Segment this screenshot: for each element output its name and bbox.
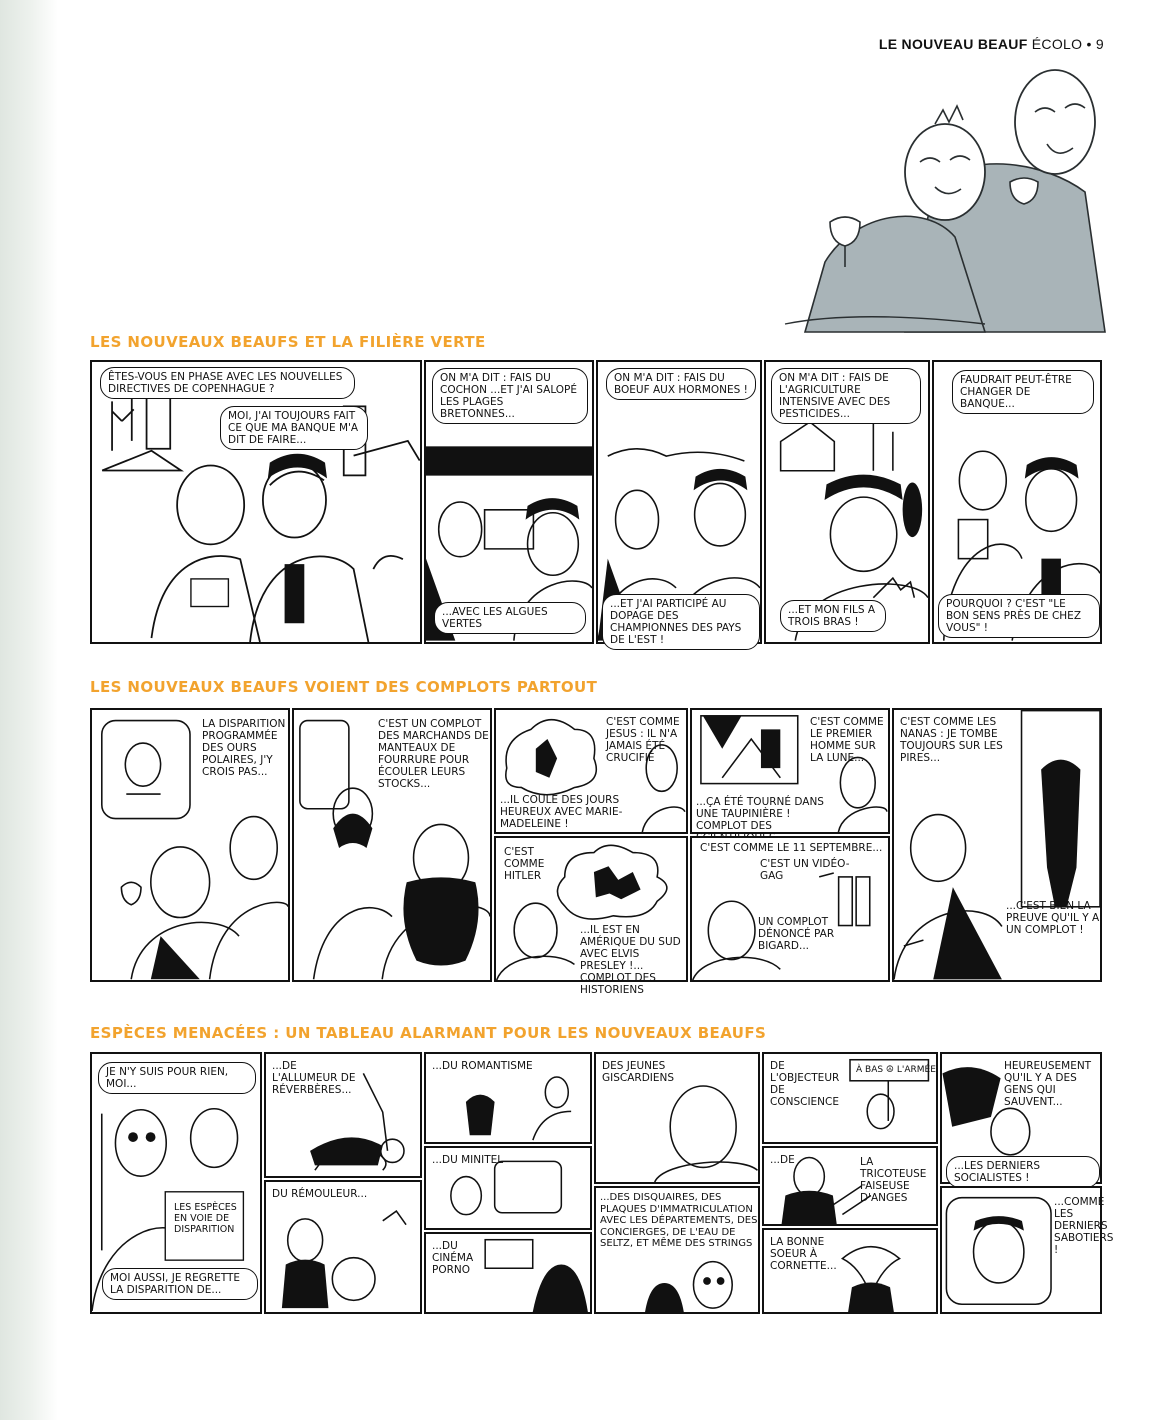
strip-2-panel-5 — [892, 708, 1102, 982]
caption-text: DES JEUNES GISCARDIENS — [602, 1060, 675, 1084]
caption-text: C'EST UN VIDÉO-GAG — [760, 858, 850, 882]
speech-bubble: ...LES DERNIERS SOCIALISTES ! — [946, 1156, 1100, 1188]
speech-bubble: ÊTES-VOUS EN PHASE AVEC LES NOUVELLES DIRECTIVES DE COPENHAGUE ? — [100, 367, 355, 399]
strip-3-panel-13 — [940, 1186, 1114, 1314]
speech-bubble: MOI, J'AI TOUJOURS FAIT CE QUE MA BANQUE M'A DIT DE FAIRE... — [220, 406, 368, 450]
caption-text: C'EST COMME LE 11 SEPTEMBRE... — [700, 842, 883, 854]
running-head-title: LE NOUVEAU BEAUF — [878, 36, 1028, 52]
strip-2-panel-1 — [90, 708, 290, 982]
header-illustration — [785, 62, 1105, 332]
caption-text: UN COMPLOT DÉNONCÉ PAR BIGARD... — [758, 916, 835, 952]
page-number: 9 — [1095, 36, 1104, 52]
strip-3-panel-8 — [594, 1186, 760, 1314]
speech-bubble: ...AVEC LES ALGUES VERTES — [434, 602, 586, 634]
caption-text: ...COMME LES DERNIERS SABOTIERS ! — [1054, 1196, 1114, 1256]
caption-text: HEUREUSEMENT QU'IL Y A DES GENS QUI SAUVENT... — [1004, 1060, 1092, 1108]
knife-grinder-drawing — [266, 1182, 420, 1312]
strip-3-panel-10 — [762, 1146, 938, 1226]
caption-text: C'EST COMME HITLER — [504, 846, 545, 882]
speech-bubble: FAUDRAIT PEUT-ÊTRE CHANGER DE BANQUE... — [952, 370, 1094, 414]
speech-bubble: ON M'A DIT : FAIS DE L'AGRICULTURE INTENSIVE AVEC DES PESTICIDES... — [771, 368, 921, 424]
protest-sign-text: À BAS ☮ L'ARMÉE — [856, 1065, 936, 1075]
strip-3-title: ESPÈCES MENACÉES : UN TABLEAU ALARMANT POUR LES NOUVEAUX BEAUFS — [90, 1024, 767, 1042]
caption-text: ...DU MINITEL — [432, 1154, 504, 1166]
strip-3-panel-5 — [424, 1146, 592, 1230]
caption-text: C'EST COMME LE PREMIER HOMME SUR LA LUNE... — [810, 716, 884, 764]
farmer-and-banker-drawing — [92, 362, 420, 642]
speech-bubble: JE N'Y SUIS POUR RIEN, MOI... — [98, 1062, 256, 1094]
caption-text: DE L'OBJECTEUR DE CONSCIENCE — [770, 1060, 840, 1108]
speech-bubble: POURQUOI ? C'EST "LE BON SENS PRÈS DE CHEZ VOUS" ! — [938, 594, 1100, 638]
strip-3-panel-9 — [762, 1052, 938, 1144]
strip-3-panel-7 — [594, 1052, 760, 1184]
caption-text: ...ÇA ÉTÉ TOURNÉ DANS UNE TAUPINIÈRE ! COMPLOT DES — [696, 796, 824, 832]
running-head-bullet: • — [1086, 36, 1092, 52]
strip-2-panel-3 — [494, 708, 688, 834]
strip-2 — [90, 708, 1102, 996]
caption-text: DU RÉMOULEUR... — [272, 1188, 368, 1200]
caption-text: ...DE L'ALLUMEUR DE RÉVERBÈRES... — [272, 1060, 356, 1096]
speech-bubble: ...ET J'AI PARTICIPÉ AU DOPAGE DES CHAMPIONNES DES PAYS DE L'EST ! — [602, 594, 760, 650]
caption-text: ...DU CINÉMA PORNO — [432, 1240, 474, 1276]
caption-text: LA DISPARITION PROGRAMMÉE DES OURS POLAIRES, J'Y CROIS PAS... — [202, 718, 286, 778]
strip-2-title: LES NOUVEAUX BEAUFS VOIENT DES COMPLOTS PARTOUT — [90, 678, 598, 696]
strip-3-panel-2 — [264, 1052, 422, 1178]
caption-text: ...DU ROMANTISME — [432, 1060, 533, 1072]
speech-bubble: ...ET MON FILS A TROIS BRAS ! — [780, 600, 886, 632]
caption-text: ...DES DISQUAIRES, DES PLAQUES D'IMMATRICULATION AVEC LES DÉPARTEMENTS, DES CONCIERGES, DE L'EAU DE SELTZ, ET MÊME DES STRINGS — [600, 1192, 758, 1249]
strip-3-panel-1 — [90, 1052, 262, 1314]
strip-1-panel-4 — [764, 360, 930, 644]
running-head — [879, 36, 1104, 52]
strip-2-panel-7 — [690, 836, 890, 982]
speech-bubble: ON M'A DIT : FAIS DU BOEUF AUX HORMONES ! — [606, 368, 756, 400]
strip-1-panel-3 — [596, 360, 762, 644]
speech-bubble: ON M'A DIT : FAIS DU COCHON ...ET J'AI SALOPÉ LES PLAGES BRETONNES... — [432, 368, 588, 424]
strip-2-panel-4 — [690, 708, 890, 834]
caption-text: ...IL COULE DES JOURS HEUREUX AVEC MARIE-MADELEINE ! — [500, 794, 623, 830]
caption-text: ...DE — [770, 1154, 795, 1166]
caption-text: LA BONNE SOEUR À CORNETTE... — [770, 1236, 837, 1272]
caption-text: C'EST COMME JESUS : IL N'A JAMAIS ÉTÉ CRUCIFIÉ — [606, 716, 680, 764]
caption-text: C'EST UN COMPLOT DES MARCHANDS DE MANTEAUX DE FOURRURE POUR ÉCOULER LEURS STOCKS... — [378, 718, 489, 790]
strip-2-panel-2 — [292, 708, 492, 982]
strip-3-panel-11 — [762, 1228, 938, 1314]
running-head-subtitle: ÉCOLO — [1027, 36, 1083, 52]
caption-text: LA TRICOTEUSE FAISEUSE D'ANGES — [860, 1156, 927, 1204]
strip-3 — [90, 1052, 1114, 1314]
strip-2-panel-6 — [494, 836, 688, 996]
strip-3-panel-4 — [424, 1052, 592, 1144]
strip-3-panel-12 — [940, 1052, 1102, 1184]
caption-text: ...IL EST EN AMÉRIQUE DU SUD AVEC ELVIS PRESLEY !... COMPLOT DES HISTORIENS — [580, 924, 681, 996]
newspaper-headline: LES ESPÈCES EN VOIE DE DISPARITION — [174, 1202, 237, 1235]
strip-3-panel-6 — [424, 1232, 592, 1314]
caption-text: C'EST COMME LES NANAS : JE TOMBE TOUJOURS SUR LES PIRES... — [900, 716, 1003, 764]
speech-bubble: MOI AUSSI, JE REGRETTE LA DISPARITION DE... — [102, 1268, 258, 1300]
strip-3-panel-3 — [264, 1180, 422, 1314]
strip-1-title: LES NOUVEAUX BEAUFS ET LA FILIÈRE VERTE — [90, 333, 486, 351]
strip-1 — [90, 360, 1102, 644]
strip-1-panel-1 — [90, 360, 422, 644]
caption-text: ...C'EST BIEN LA PREUVE QU'IL Y A UN COMPLOT ! — [1006, 900, 1100, 936]
strip-1-panel-5 — [932, 360, 1102, 644]
page-binding-gutter — [0, 0, 58, 1420]
strip-1-panel-2 — [424, 360, 594, 644]
